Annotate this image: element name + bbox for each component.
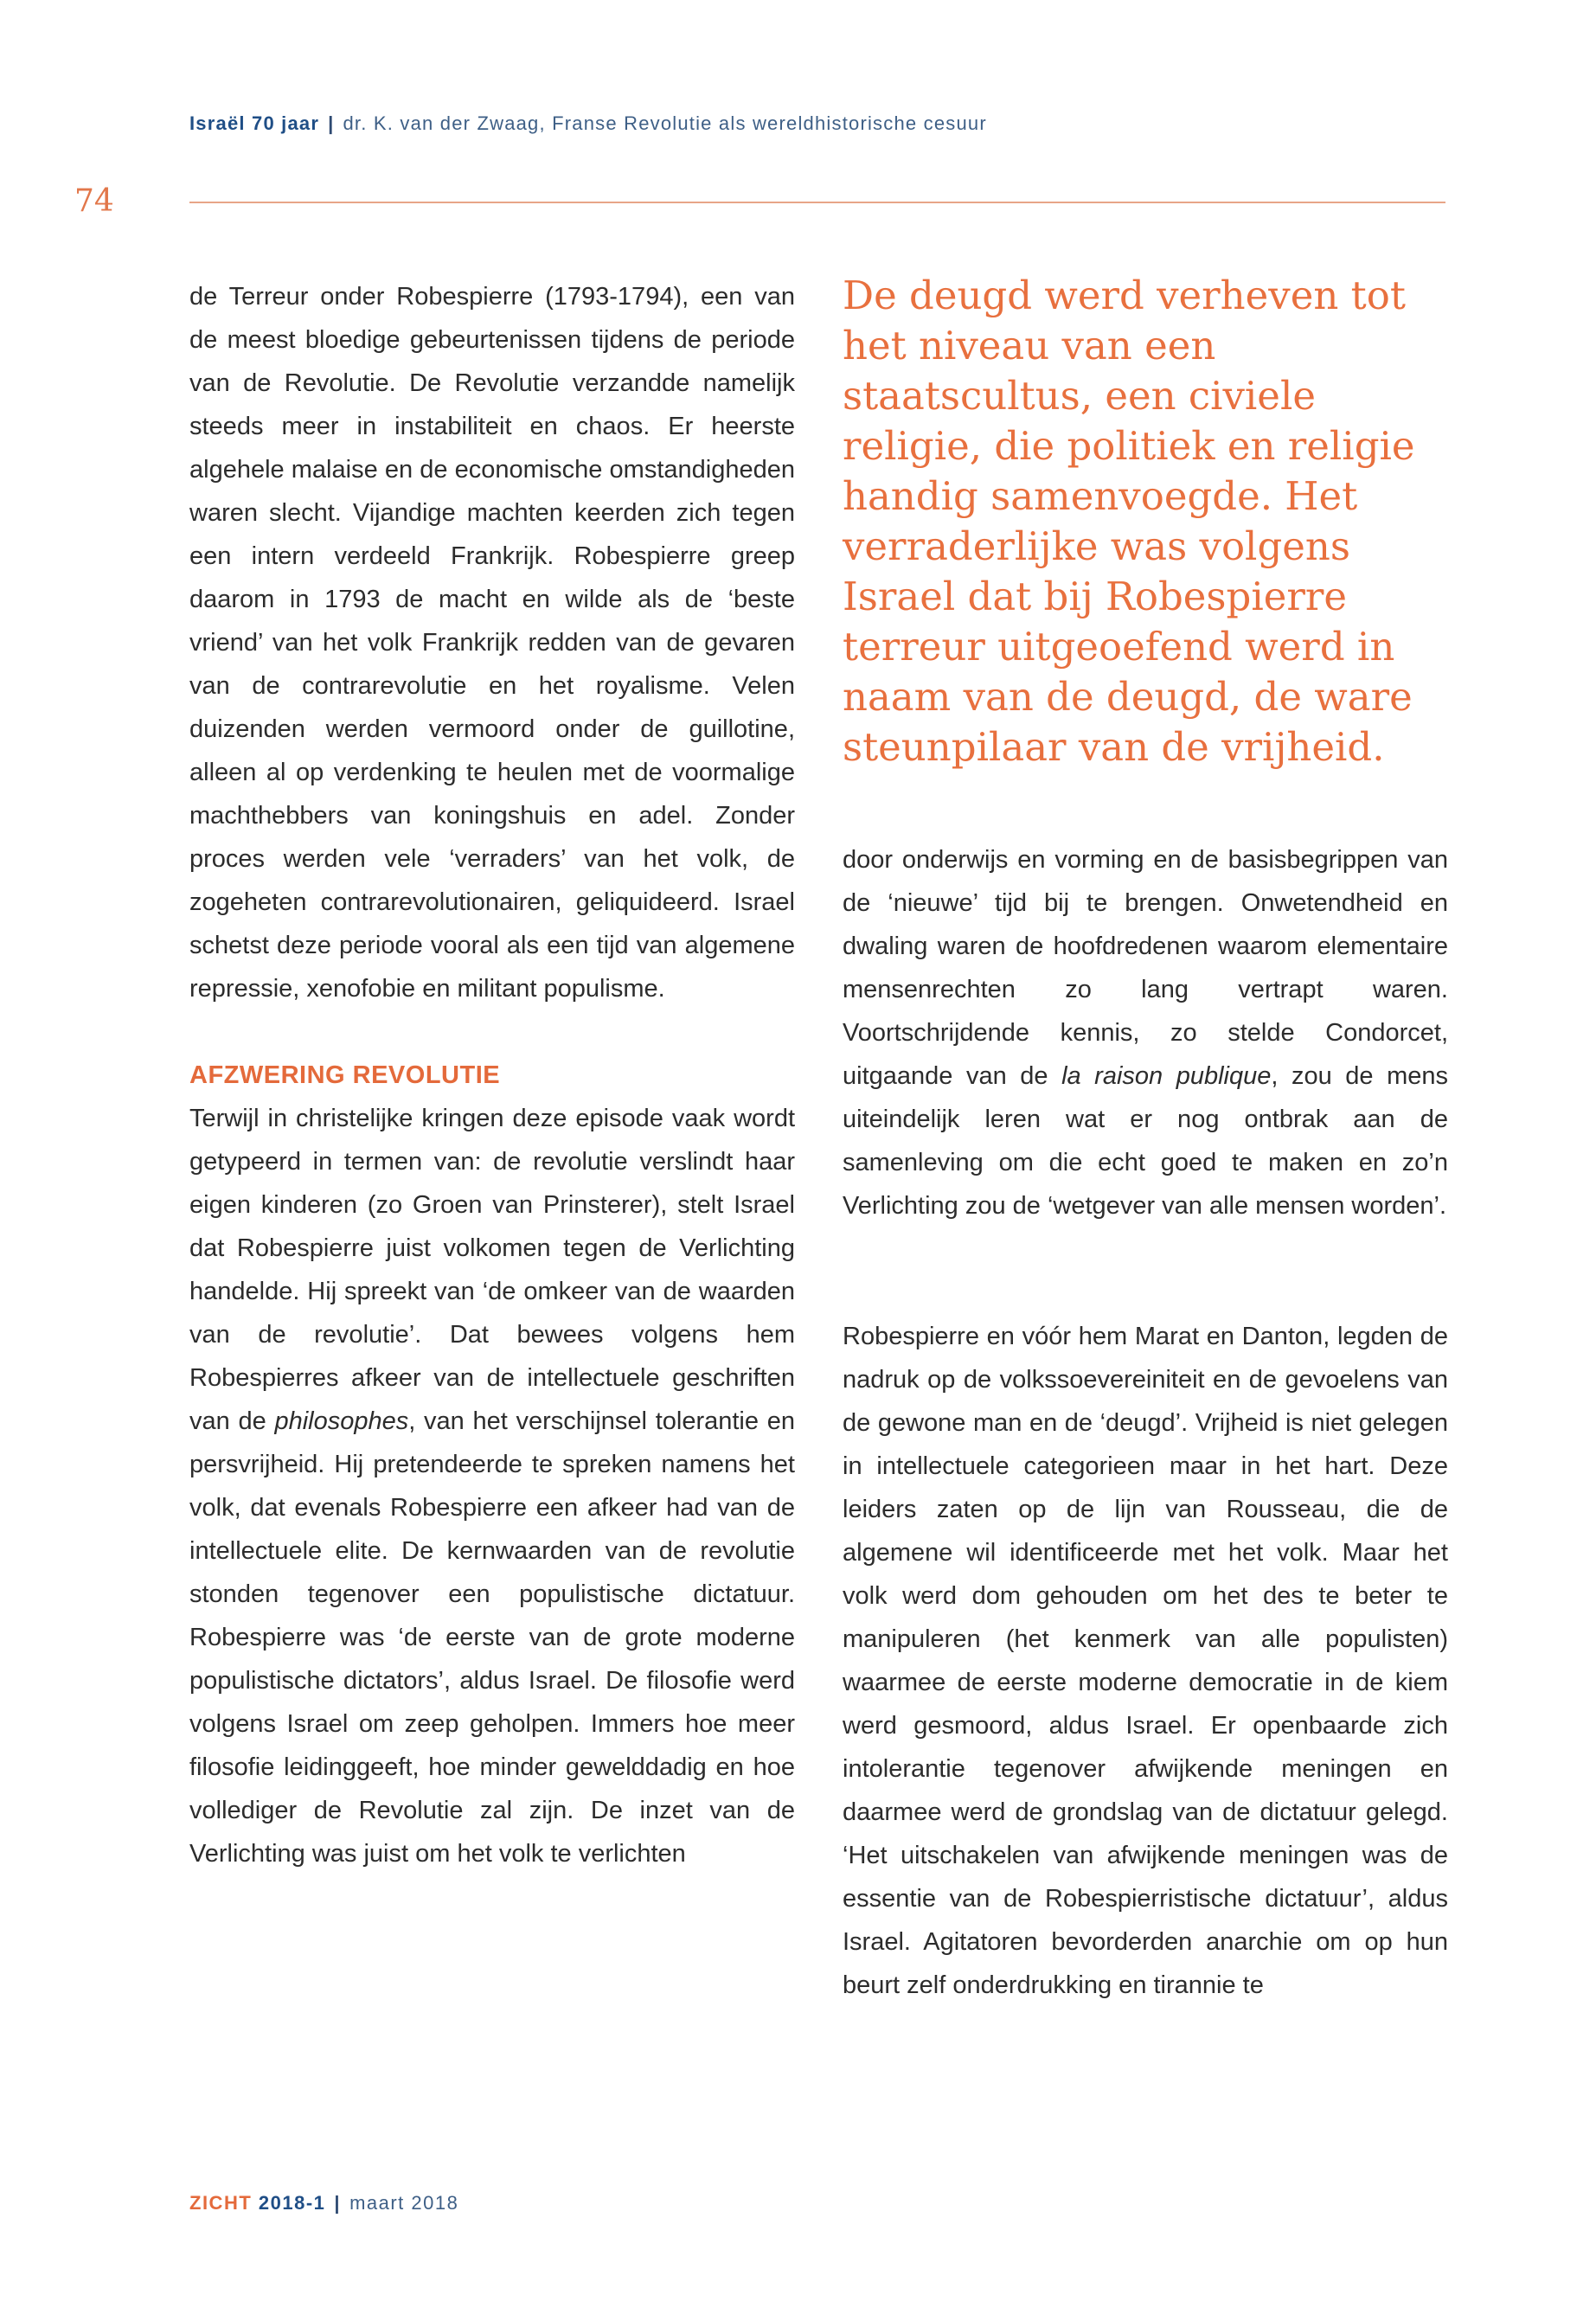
- right-column-lower: [843, 1315, 1448, 2007]
- header-subtitle: dr. K. van der Zwaag, Franse Revolutie als wereldhistorische cesuur: [343, 112, 987, 134]
- right-paragraph-2: Robespierre en vóór hem Marat en Danton, legden de nadruk op de volkssoevereiniteit en de gevoelens van de gewone man en de ‘deugd’. Vrijheid is niet gelegen in intellectuele categorieen maar in het hart. Deze leiders zaten op de lijn van Rousseau, die de algemene wil identificeerde met het volk. Maar het volk werd dom gehouden om het des te beter te manipuleren (het kenmerk van alle populisten) waarmee de eerste moderne democratie in de kiem werd gesmoord, aldus Israel. Er openbaarde zich intolerantie tegenover afwijkende meningen en daarmee werd de grondslag van de dictatuur gelegd. ‘Het uitschakelen van afwijkende meningen was de essentie van de Robespierristische dictatuur’, aldus Israel. Agitatoren bevorderden anarchie om op hun beurt zelf onderdrukking en tirannie te: [843, 1323, 1448, 1999]
- left-paragraph-2: [189, 1097, 795, 1875]
- section-heading: AFZWERING REVOLUTIE: [189, 1061, 501, 1089]
- right-paragraph-1-text-b: , zou de mens uiteindelijk leren wat er nog ontbrak aan de samenleving om die echt goed te maken en zo’n Verlichting zou de ‘wetgever van alle mensen worden’.: [843, 1062, 1449, 1220]
- footer-brand: ZICHT: [189, 2192, 253, 2214]
- header-separator: |: [328, 112, 335, 134]
- right-paragraph-1: [843, 838, 1448, 1227]
- running-header: [189, 112, 987, 135]
- left-paragraph-1: de Terreur onder Robespierre (1793-1794), een van de meest bloedige gebeurtenissen tijdens de periode van de Revolutie. De Revolutie verzandde namelijk steeds meer in instabiliteit en chaos. Er heerste algehele malaise en de economische omstandigheden waren slecht. Vijandige machten keerden zich tegen een intern verdeeld Frankrijk. Robespierre greep daarom in 1793 de macht en wilde als de ‘beste vriend’ van het volk Frankrijk redden van de gevaren van de contrarevolutie en het royalisme. Velen duizenden werden vermoord onder de guillotine, alleen al op verdenking te heulen met de voormalige machthebbers van koningshuis en adel. Zonder proces werden vele ‘verraders’ van het volk, de zogeheten contrarevolutionairen, geliquideerd. Israel schetst deze periode vooral als een tijd van algemene repressie, xenofobie en militant populisme.: [189, 283, 795, 1003]
- left-paragraph-2-text-a: Terwijl in christelijke kringen deze episode vaak wordt getypeerd in termen van: de revolutie verslindt haar eigen kinderen (zo Groen van Prinsterer), stelt Israel dat Robespierre juist volkomen tegen de Verlichting handelde. Hij spreekt van ‘de omkeer van de waarden van de revolutie’. Dat bewees volgens hem Robespierres afkeer van de intellectuele geschriften van de: [189, 1105, 795, 1435]
- footer-date: maart 2018: [349, 2192, 459, 2214]
- header-rule: [189, 202, 1445, 203]
- running-footer: [189, 2192, 458, 2214]
- left-column: [189, 275, 795, 1875]
- header-brand: Israël 70 jaar: [189, 112, 320, 134]
- page-number: 74: [74, 183, 114, 219]
- left-paragraph-2-italic: philosophes: [274, 1407, 409, 1435]
- right-paragraph-1-italic: la raison publique: [1061, 1062, 1272, 1090]
- right-column-upper: [843, 838, 1448, 1227]
- left-paragraph-2-text-b: , van het verschijnsel tolerantie en persvrijheid. Hij pretendeerde te spreken namens het volk, dat evenals Robespierre een afkeer had van de intellectuele elite. De kernwaarden van de revolutie stonden tegenover een populistische dictatuur. Robespierre was ‘de eerste van de grote moderne populistische dictators’, aldus Israel. De filosofie werd volgens Israel om zeep geholpen. Immers hoe meer filosofie leidinggeeft, hoe minder gewelddadig en hoe vollediger de Revolutie zal zijn. De inzet van de Verlichting was juist om het volk te verlichten: [189, 1407, 795, 1868]
- right-paragraph-1-text-a: door onderwijs en vorming en de basisbegrippen van de ‘nieuwe’ tijd bij te brengen. Onwetendheid en dwaling waren de hoofdredenen waarom elementaire mensenrechten zo lang vertrapt waren. Voortschrijdende kennis, zo stelde Condorcet, uitgaande van de: [843, 846, 1448, 1090]
- footer-issue: 2018-1: [258, 2192, 326, 2214]
- pull-quote: De deugd werd verheven tot het niveau van een staatscultus, een civiele religie, die politiek en religie handig samenvoegde. Het verraderlijke was volgens Israel dat bij Robespierre terreur uitgeoefend werd in naam van de deugd, de ware steunpilaar van de vrijheid.: [843, 272, 1415, 770]
- footer-separator: |: [334, 2192, 342, 2214]
